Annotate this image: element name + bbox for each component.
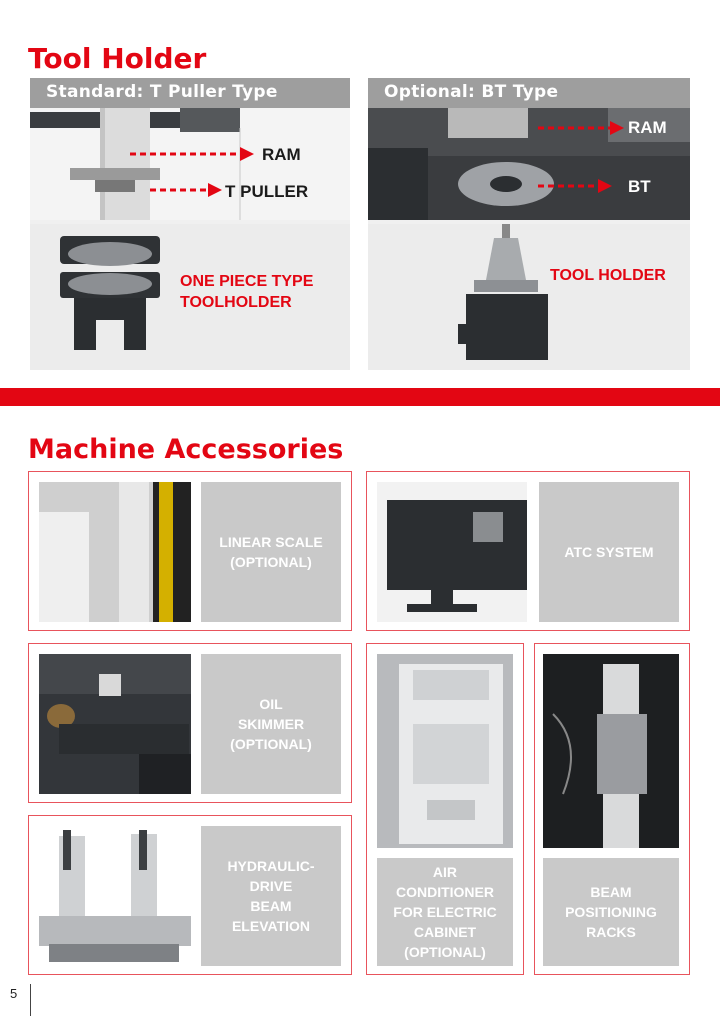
beam-racks-label: BEAM POSITIONING RACKS [543, 858, 679, 966]
linear-scale-photo [39, 482, 191, 622]
one-piece-label: ONE PIECE TYPE TOOLHOLDER [180, 273, 314, 311]
t-puller-label: T PULLER [225, 182, 309, 201]
oil-skimmer-photo [39, 654, 191, 794]
optional-panel-header: Optional: BT Type [368, 78, 690, 108]
linear-scale-label: LINEAR SCALE (OPTIONAL) [201, 482, 341, 622]
section-divider [0, 388, 720, 406]
bt-tool-holder-photo [368, 224, 690, 370]
air-conditioner-card [366, 643, 524, 975]
bt-label: BT [628, 177, 651, 196]
atc-system-label: ATC SYSTEM [539, 482, 679, 622]
tool-holder-title: Tool Holder [28, 42, 207, 75]
bt-arrows [534, 116, 634, 202]
standard-panel-header: Standard: T Puller Type [30, 78, 350, 108]
ram-label: RAM [262, 145, 301, 164]
hydraulic-beam-label: HYDRAULIC- DRIVE BEAM ELEVATION [201, 826, 341, 966]
oil-skimmer-card [28, 643, 352, 803]
atc-system-photo [377, 482, 527, 622]
atc-system-card [366, 471, 690, 631]
air-conditioner-label: AIR CONDITIONER FOR ELECTRIC CABINET (OPTIONAL) [377, 858, 513, 966]
ram-label-optional: RAM [628, 118, 667, 137]
hydraulic-beam-photo [39, 826, 191, 966]
linear-scale-card [28, 471, 352, 631]
standard-panel [30, 78, 350, 370]
machine-accessories-title: Machine Accessories [28, 434, 344, 465]
beam-racks-card [534, 643, 690, 975]
air-conditioner-photo [377, 654, 513, 848]
page-number-divider [30, 984, 31, 1016]
beam-racks-photo [543, 654, 679, 848]
hydraulic-beam-card [28, 815, 352, 975]
oil-skimmer-label: OIL SKIMMER (OPTIONAL) [201, 654, 341, 794]
page-number: 5 [10, 986, 18, 1001]
tool-holder-label: TOOL HOLDER [550, 267, 666, 284]
